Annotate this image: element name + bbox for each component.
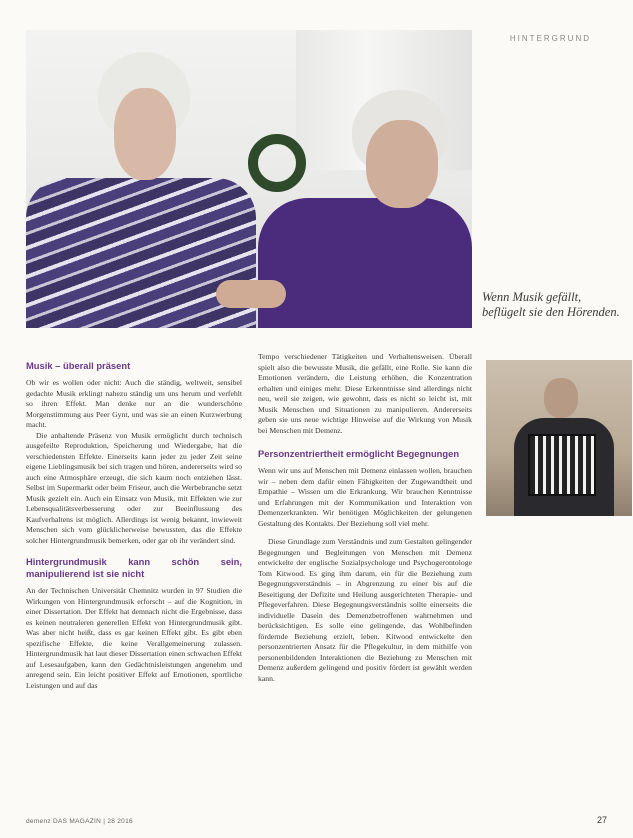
left-column	[26, 360, 242, 691]
page-number: 27	[596, 815, 607, 825]
heading-music-everywhere: Musik – überall präsent	[26, 360, 131, 371]
accordion-instrument	[528, 434, 596, 496]
man-head	[544, 378, 578, 418]
hand	[216, 280, 286, 308]
paragraph: Tempo verschiedener Tätigkeiten und Verhaltensweisen. Überall spielt also die bewusste Musik, die gefällt, eine Rolle. Sie kann die Emotionen verändern, die Leistung erhöhen, die Konzentration erhalten und einiges mehr. Diese Erkenntnisse sind allerdings nicht neu, weil sie zeigen, wie gewohnt, dass es nicht so leicht ist, mit Musik Menschen und Situationen zu manipulieren. Andererseits geben sie uns neue wichtige Hinweise auf die Wirkung von Musik bei Menschen mit Demenz.	[258, 352, 472, 435]
woman-left-face	[114, 88, 176, 180]
right-column	[258, 352, 472, 684]
accordion-photo	[486, 360, 632, 516]
woman-right-body	[258, 198, 472, 328]
paragraph: Wenn wir uns auf Menschen mit Demenz einlassen wollen, brauchen wir – neben dem dafür einen Fähigkeiten der Zugewandtheit und Empathie – Wissen um die Erkrankung. Wir brauchen Kenntnisse und Erfahrungen mit der Kommunikation und Interaktion von Demenzerkrankten. Wir benötigen Möglichkeiten der gelungenen Gestaltung des Kontakts. Der Beziehung soll viel mehr.	[258, 466, 472, 528]
paragraph: Die anhaltende Präsenz von Musik ermöglicht durch technisch ausgefeilte Reproduktion, Speicherung und Wiedergabe, hat die verschiedensten Effekte. Einerseits kann jeder zu jeder Zeit seine eigene Lieblingsmusik bei sich tragen und hören, andererseits wird so auch eine Atmosphäre erzeugt, die sich kaum noch entziehen lässt. Selbst im Supermarkt oder beim Friseur, auch die Werbebranche setzt Musik gezielt ein. Auch ein Einsatz von Musik, mit Effekten wie zur Lebensqualitätsverbesserung oder zur Beeinflussung des Kaufverhaltens ist möglich. Allerdings ist wenig bekannt, inwieweit Menschen sich vom glücklicherweise bewussten, das die Effekte solcher Hintergrundmusik bemerken, oder gar ob ihr verändert sind.	[26, 430, 242, 545]
section-label: HINTERGRUND	[509, 34, 591, 43]
paragraph: An der Technischen Universität Chemnitz wurden in 97 Studien die Wirkungen von Hintergrundmusik erforscht – auf die Kognition, in einer Dissertation. Der Effekt hat demnach nicht die Ergebnisse, dass es keinen neutraleren generellen Effekt von Hintergrundmusik gibt. Was aber nicht heißt, dass es gar keinen Effekt gibt. Es gibt eben spezifische Effekte, die keine Verallgemeinerung zulassen. Hintergrundmusik hat laut dieser Dissertation einen schwachen Effekt auf Lesesaufgaben, kann den Gedächtnisleistungen angenehm und anregend sein. Ein leicht positiver Effekt auf Emotionen, sportliche Leistungen und auf das	[26, 586, 242, 690]
woman-right-face	[366, 120, 438, 208]
paragraph: Diese Grundlage zum Verständnis und zum Gestalten gelingender Begegnungen und Begleitungen von Menschen mit Demenz entwickelte der englische Sozialpsychologe und Psychogerontologe Tom Kitwood. Es ging ihm darum, ein für die Beziehung zum Begegnungsverständnis – in Abgrenzung zu einer bis auf die Beseitigung der Defizite und Heilung ausgerichteten Therapie- und Pflegeverfahren. Diese Begegnungsverständnis sollte einerseits die individuelle Dasein des Demenzbetroffenen wahrnehmen und berücksichtigen. Es solle eine gelingende, das Wohlbefinden fördernde Beziehung erzielt, leben. Kitwood entwickelte den personzentrierten Ansatz für die Pflegekultur, in dem mithilfe von personenbildenden Interaktionen die Beziehung zu Menschen mit Demenz außerdem gelingend und positiv fördert ist gewählt werden kann.	[258, 537, 472, 683]
footer-publication: demenz DAS MAGAZIN | 28 2016	[26, 818, 133, 825]
paragraph: Ob wir es wollen oder nicht: Auch die ständig, weltweit, sensibel gedachte Musik erklingt nahezu ständig um uns herum und verfehlt so ihren Effekt. Man denke nur an die wunderschöne Morgenstimmung aus Peer Gynt, und was sie an einen Kurzwerbung macht.	[26, 378, 242, 429]
main-photo	[26, 30, 472, 328]
wreath-decoration	[248, 134, 306, 192]
photo-caption: Wenn Musik gefällt, beflügelt sie den Hörenden.	[482, 290, 620, 319]
heading-person-centered: Personzentriertheit ermöglicht Begegnungen	[258, 448, 460, 459]
heading-background-music: Hintergrundmusik kann schön sein, manipulierend ist sie nicht	[26, 556, 242, 579]
